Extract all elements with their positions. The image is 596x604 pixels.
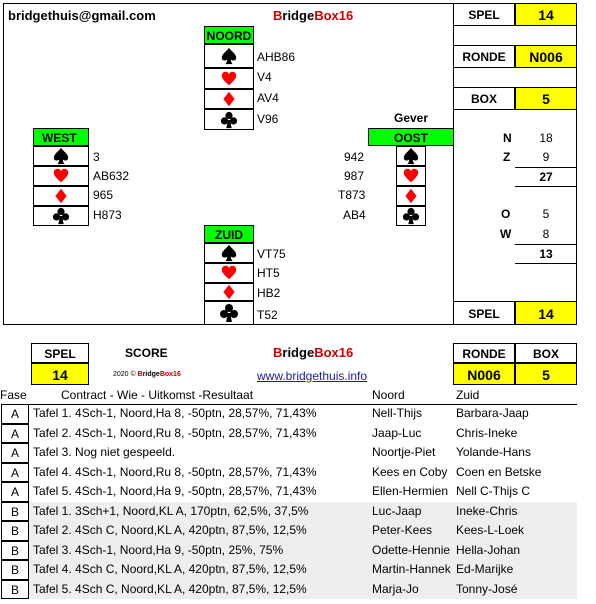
- west-hearts: AB632: [93, 169, 130, 183]
- club-icon: [204, 301, 254, 325]
- row-contract: Tafel 3. Nog niet gespeeld.: [33, 445, 176, 459]
- row-zuid: Ineke-Chris: [456, 503, 518, 518]
- o-label: O: [501, 207, 511, 221]
- zuid-label: ZUID: [204, 225, 254, 243]
- z-label: Z: [503, 150, 511, 164]
- row-zuid: Yolande-Hans: [456, 445, 531, 459]
- row-contract: Tafel 5. 4Sch C, Noord,KL A, 420ptn, 87,5%, 12,5%: [33, 581, 307, 596]
- spade-icon: [204, 243, 254, 263]
- row-zuid: Chris-Ineke: [456, 425, 518, 440]
- row-contract: Tafel 1. 4Sch-1, Noord,Ha 8, -50ptn, 28,57%, 71,43%: [33, 406, 317, 420]
- spade-icon: [33, 146, 89, 166]
- club-icon: [204, 109, 254, 130]
- table-row: [0, 482, 580, 502]
- row-noord: Ellen-Hermien: [372, 484, 449, 498]
- row-contract: Tafel 3. 4Sch-1, Noord,Ha 9, -50ptn, 25%, 75%: [33, 542, 284, 557]
- row-fase: B: [1, 502, 29, 522]
- row-noord: Martin-Hannek: [372, 562, 451, 576]
- ow-total: 13: [515, 244, 577, 264]
- spade-icon: [396, 146, 426, 166]
- score-brand-ridge: ridge: [282, 345, 315, 360]
- noord-diamonds: AV4: [257, 91, 279, 105]
- table-row: [0, 521, 580, 541]
- score-brand-box: Box: [314, 345, 339, 360]
- noord-clubs: V96: [257, 112, 279, 126]
- row-contract: Tafel 2. 4Sch-1, Noord,Ru 8, -50ptn, 28,57%, 71,43%: [33, 425, 317, 440]
- col-fase: Fase: [0, 388, 27, 402]
- score-box-value: 5: [515, 363, 577, 385]
- table-row: [0, 404, 580, 424]
- row-noord: Peter-Kees: [372, 523, 433, 537]
- west-clubs: H873: [93, 208, 122, 222]
- row-fase: A: [1, 463, 29, 483]
- row-noord: Noortje-Piet: [372, 445, 436, 459]
- row-fase: A: [1, 424, 29, 444]
- z-value: 9: [542, 150, 550, 164]
- n-value: 18: [539, 131, 553, 145]
- email: bridgethuis@gmail.com: [8, 8, 156, 23]
- row-fase: A: [1, 404, 29, 424]
- row-zuid: Coen en Betske: [456, 464, 542, 479]
- heart-icon: [204, 68, 254, 89]
- box-label: BOX: [453, 87, 515, 110]
- table-row: [0, 424, 580, 444]
- ronde-value: N006: [515, 45, 577, 68]
- diamond-icon: [396, 186, 426, 206]
- row-fase: B: [1, 580, 29, 600]
- score-brand-num: 16: [338, 345, 354, 360]
- noord-label: NOORD: [204, 26, 254, 44]
- website-link[interactable]: www.bridgethuis.info: [257, 369, 368, 383]
- row-noord: Marja-Jo: [372, 581, 419, 596]
- row-zuid: Ed-Marijke: [456, 562, 514, 576]
- row-zuid: Barbara-Jaap: [456, 406, 529, 420]
- diamond-icon: [204, 89, 254, 109]
- row-noord: Kees en Coby: [372, 464, 448, 479]
- col-contract: Contract - Wie - Uitkomst -Resultaat: [61, 388, 254, 402]
- brand-box: Box: [314, 8, 339, 23]
- heart-icon: [33, 166, 89, 186]
- club-icon: [33, 206, 89, 226]
- zuid-diamonds: HB2: [257, 286, 281, 300]
- west-spades: 3: [93, 150, 100, 164]
- score-spel-value: 14: [31, 363, 89, 385]
- brand-b: B: [273, 8, 283, 23]
- zuid-spades: VT75: [257, 247, 286, 261]
- score-box-label: BOX: [515, 343, 577, 363]
- spel-label-bottom: SPEL: [453, 301, 515, 325]
- table-row: [0, 580, 580, 600]
- oost-diamonds: T873: [338, 188, 366, 202]
- o-value: 5: [542, 207, 550, 221]
- score-brand-b: B: [273, 345, 283, 360]
- row-noord: Luc-Jaap: [372, 503, 422, 518]
- row-zuid: Tonny-José: [456, 581, 518, 596]
- row-fase: B: [1, 541, 29, 561]
- west-diamonds: 965: [93, 188, 114, 202]
- table-row: [0, 541, 580, 561]
- row-fase: B: [1, 560, 29, 580]
- spade-icon: [204, 44, 254, 68]
- box-value: 5: [515, 87, 577, 110]
- oost-clubs: AB4: [343, 208, 366, 222]
- col-zuid: Zuid: [456, 388, 480, 402]
- diamond-icon: [204, 283, 254, 301]
- w-value: 8: [542, 227, 550, 241]
- spel-label: SPEL: [453, 3, 515, 26]
- table-row: [0, 560, 580, 580]
- brand-ridge: ridge: [282, 8, 315, 23]
- row-fase: A: [1, 482, 29, 502]
- col-noord: Noord: [372, 388, 405, 402]
- copyright: [113, 371, 181, 378]
- spel-value: 14: [515, 3, 577, 26]
- brand-logo: [273, 7, 353, 25]
- row-contract: Tafel 5. 4Sch-1, Noord,Ha 9, -50ptn, 28,57%, 71,43%: [33, 484, 317, 498]
- row-noord: Odette-Hennie: [372, 542, 451, 557]
- heart-icon: [396, 166, 426, 186]
- club-icon: [396, 206, 426, 226]
- score-ronde-value: N006: [453, 363, 515, 385]
- spel-value-bottom: 14: [515, 301, 577, 325]
- heart-icon: [204, 263, 254, 283]
- zuid-hearts: HT5: [257, 266, 280, 280]
- row-zuid: Hella-Johan: [456, 542, 521, 557]
- row-zuid: Kees-L-Loek: [456, 523, 525, 537]
- oost-spades: 942: [344, 150, 365, 164]
- row-contract: Tafel 4. 4Sch C, Noord,KL A, 420ptn, 87,5%, 12,5%: [33, 562, 307, 576]
- copyright-prefix: 2020 ©: [113, 371, 138, 378]
- table-row: [0, 502, 580, 522]
- row-contract: Tafel 2. 4Sch C, Noord,KL A, 420ptn, 87,5%, 12,5%: [33, 523, 307, 537]
- noord-spades: AHB86: [257, 50, 296, 64]
- score-brand-logo: [273, 344, 353, 362]
- brand-num: 16: [338, 8, 354, 23]
- gever-label: Gever: [393, 111, 429, 125]
- score-label: SCORE: [125, 346, 168, 360]
- row-fase: B: [1, 521, 29, 541]
- oost-hearts: 987: [344, 169, 365, 183]
- n-label: N: [503, 131, 512, 145]
- w-label: W: [500, 227, 512, 241]
- ronde-label: RONDE: [453, 45, 515, 68]
- zuid-clubs: T52: [257, 308, 278, 322]
- row-zuid: Nell C-Thijs C: [456, 484, 531, 498]
- nz-total: 27: [515, 167, 577, 187]
- copyright-brand: BridgeBox16: [137, 371, 181, 378]
- score-spel-label: SPEL: [31, 343, 89, 363]
- table-row: [0, 463, 580, 483]
- west-label: WEST: [33, 128, 89, 146]
- row-contract: Tafel 1. 3Sch+1, Noord,KL A, 170ptn, 62,5%, 37,5%: [33, 503, 309, 518]
- table-row: [0, 443, 580, 463]
- row-noord: Nell-Thijs: [372, 406, 423, 420]
- diamond-icon: [33, 186, 89, 206]
- score-ronde-label: RONDE: [453, 343, 515, 363]
- row-fase: A: [1, 443, 29, 463]
- row-noord: Jaap-Luc: [372, 425, 422, 440]
- noord-hearts: V4: [257, 70, 272, 84]
- row-contract: Tafel 4. 4Sch-1, Noord,Ru 8, -50ptn, 28,57%, 71,43%: [33, 464, 317, 479]
- oost-label: OOST: [368, 128, 454, 146]
